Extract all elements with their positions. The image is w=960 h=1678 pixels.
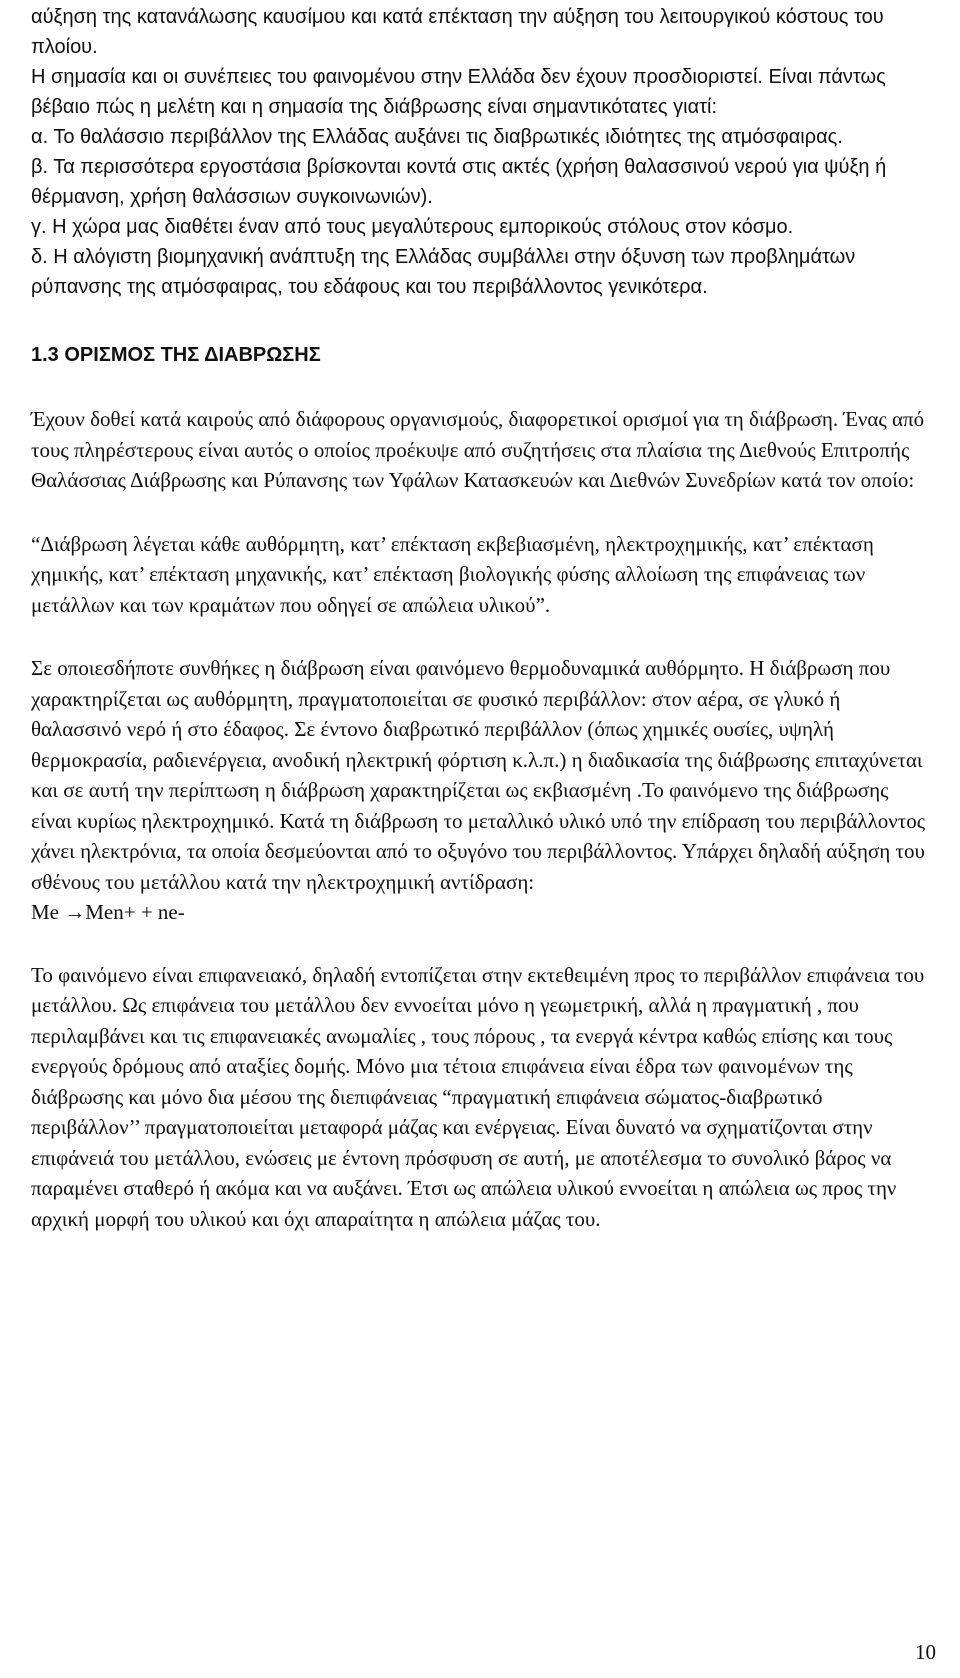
paragraph-fuel-cost: αύξηση της κατανάλωσης καυσίμου και κατά επέκταση την αύξηση του λειτουργικού κόστους του πλοίου. <box>31 6 884 58</box>
document-page <box>31 0 931 1234</box>
page-number: 10 <box>915 1640 936 1664</box>
paragraph-significance: Η σημασία και οι συνέπειες του φαινομένου στην Ελλάδα δεν έχουν προσδιοριστεί. Είναι πάντως βέβαιο πώς η μελέτη και η σημασία της διάβρωσης είναι σημαντικότατες γιατί: <box>31 66 886 118</box>
quote-definition: “Διάβρωση λέγεται κάθε αυθόρμητη, κατ’ επέκταση εκβεβιασμένη, ηλεκτροχημικής, κατ’ επέκταση χημικής, κατ’ επέκταση μηχανικής, κατ’ επέκταση βιολογικής φύσης αλλοίωση της επιφάνειας των μετάλλων και των κραμάτων που οδηγεί σε απώλεια υλικού”. <box>31 531 874 617</box>
paragraph-conditions: Σε οποιεσδήποτε συνθήκες η διάβρωση είναι φαινόμενο θερμοδυναμικά αυθόρμητο. Η διάβρωση που χαρακτηρίζεται ως αυθόρμητη, πραγματοποιείται σε φυσικό περιβάλλον: στον αέρα, σε γλυκό ή θαλασσινό νερό ή στο έδαφος. Σε έντονο διαβρωτικό περιβάλλον (όπως χημικές ουσίες, υψηλή θερμοκρασία, ραδιενέργεια, ανοδική ηλεκτρική φόρτιση κ.λ.π.) η διαδικασία της διάβρωσης επιταχύνεται και σε αυτή την περίπτωση η διάβρωση χαρακτηρίζεται ως εκβιασμένη .Το φαινόμενο της διάβρωσης είναι κυρίως ηλεκτροχημικό. Κατά τη διάβρωση το μεταλλικό υλικό υπό την επίδραση του περιβάλλοντος χάνει ηλεκτρόνια, τα οποία δεσμεύονται από το οξυγόνο του περιβάλλοντος. Υπάρχει δηλαδή αύξηση του σθένους του μετάλλου κατά την ηλεκτροχημική αντίδραση: <box>31 656 926 894</box>
list-item-c: γ. Η χώρα μας διαθέτει έναν από τους μεγαλύτερους εμπορικούς στόλους στον κόσμο. <box>31 216 794 238</box>
section-heading: 1.3 ΟΡΙΣΜΟΣ ΤΗΣ ΔΙΑΒΡΩΣΗΣ <box>31 344 321 366</box>
paragraph-surface: Το φαινόμενο είναι επιφανειακό, δηλαδή εντοπίζεται στην εκτεθειμένη προς το περιβάλλον επιφάνεια του μετάλλου. Ως επιφάνεια του μετάλλου δεν εννοείται μόνο η γεωμετρική, αλλά η πραγματική , που περιλαμβάνει και τις επιφανειακές ανωμαλίες , τους πόρους , τα ενεργά κέντρα καθώς επίσης και τους ενεργούς δρόμους από αταξίες δομής. Μόνο μια τέτοια επιφάνεια είναι έδρα των φαινομένων της διάβρωσης και μόνο δια μέσου της διεπιφάνειας “πραγματική επιφάνεια σώματος-διαβρωτικό περιβάλλον’’ πραγματοποιείται μεταφορά μάζας και ενέργειας. Είναι δυνατό να σχηματίζονται στην επιφάνειά του μετάλλου, ενώσεις με έντονη πρόσφυση σε αυτή, με αποτέλεσμα το συνολικό βάρος να παραμένει σταθερό ή ακόμα και να αυξάνει. Έτσι ως απώλεια υλικού εννοείται η απώλεια ως προς την αρχική μορφή του υλικού και όχι απαραίτητα η απώλεια μάζας του. <box>31 962 925 1231</box>
list-item-b: β. Τα περισσότερα εργοστάσια βρίσκονται κοντά στις ακτές (χρήση θαλασσινού νερού για ψύξη ή θέρμανση, χρήση θαλάσσιων συγκοινωνιών). <box>31 156 887 208</box>
definition-section <box>31 404 931 1234</box>
paragraph-definition-intro: Έχουν δοθεί κατά καιρούς από διάφορους οργανισμούς, διαφορετικοί ορισμοί για τη διάβρωση. Ένας από τους πληρέστερους είναι αυτός ο οποίος προέκυψε από συζητήσεις στα πλαίσια της Διεθνούς Επιτροπής Θαλάσσιας Διάβρωσης και Ρύπανσης των Υφάλων Κατασκευών και Διεθνών Συνεδρίων κατά τον οποίο: <box>31 407 925 492</box>
list-item-d: δ. Η αλόγιστη βιομηχανική ανάπτυξη της Ελλάδας συμβάλλει στην όξυνση των προβλημάτων ρύπανσης της ατμόσφαιρας, του εδάφους και του περιβάλλοντος γενικότερα. <box>31 246 856 298</box>
reaction-equation: Me →Men+ + ne- <box>31 900 185 924</box>
intro-section <box>31 2 931 302</box>
list-item-a: α. Το θαλάσσιο περιβάλλον της Ελλάδας αυξάνει τις διαβρωτικές ιδιότητες της ατμόσφαιρας. <box>31 126 843 148</box>
